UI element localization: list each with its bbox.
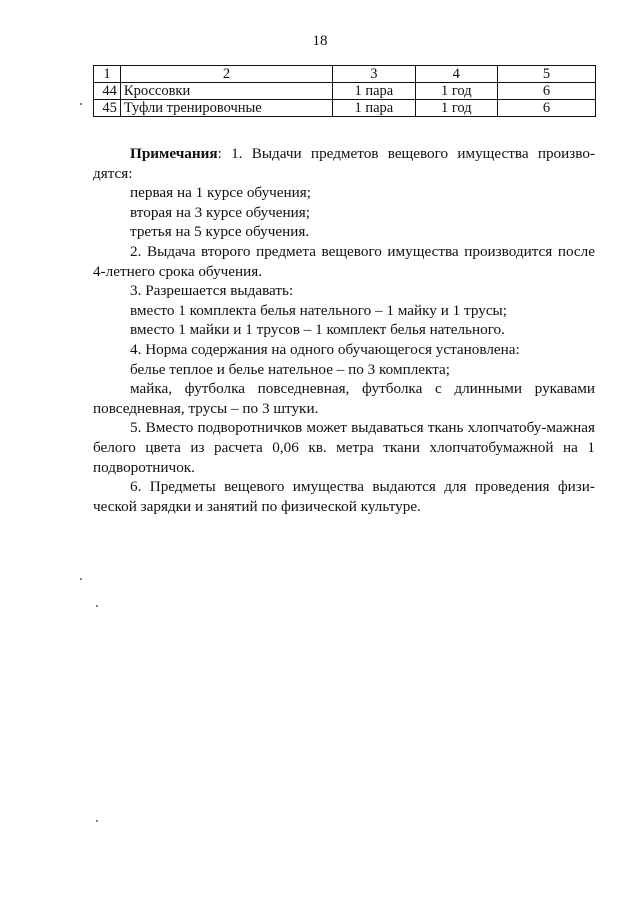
item-name: Кроссовки	[120, 83, 332, 100]
notes-title: Примечания	[130, 145, 218, 162]
row-number: 45	[94, 100, 121, 117]
header-cell-2: 2	[120, 66, 332, 83]
note-6: 6. Предметы вещевого имущества выдаются для проведения физи-ческой зарядки и занятий по физической культуре.	[93, 478, 595, 515]
header-cell-3: 3	[333, 66, 416, 83]
scan-speck	[96, 605, 98, 607]
note-1-text: : 1. Выдачи предметов вещевого имущества произво-дятся:	[93, 145, 595, 182]
table-header-row	[94, 66, 596, 83]
header-cell-1: 1	[94, 66, 121, 83]
note-1	[93, 144, 595, 183]
note-4-item: белье теплое и белье нательное – по 3 комплекта;	[130, 360, 450, 378]
item-quantity: 6	[498, 83, 596, 100]
row-number: 44	[94, 83, 121, 100]
note-5: 5. Вместо подворотничков может выдаваться ткань хлопчатобу-мажная белого цвета из расчета 0,06 кв. метра ткани хлопчатобумажной на 1 подворотничок.	[93, 419, 595, 476]
items-table	[93, 65, 596, 117]
header-cell-4: 4	[415, 66, 497, 83]
header-cell-5: 5	[498, 66, 596, 83]
note-4: 4. Норма содержания на одного обучающегося установлена:	[130, 340, 520, 358]
scan-speck	[80, 578, 82, 580]
note-3: 3. Разрешается выдавать:	[130, 282, 294, 300]
note-4-item: майка, футболка повседневная, футболка с длинными рукавами повседневная, трусы – по 3 штуки.	[93, 380, 595, 417]
item-name: Туфли тренировочные	[120, 100, 332, 117]
item-term: 1 год	[415, 100, 497, 117]
item-term: 1 год	[415, 83, 497, 100]
item-quantity: 6	[498, 100, 596, 117]
scan-speck	[80, 103, 82, 105]
item-unit: 1 пара	[333, 83, 416, 100]
note-1-item: первая на 1 курсе обучения;	[130, 184, 312, 202]
item-unit: 1 пара	[333, 100, 416, 117]
scan-speck	[96, 820, 98, 822]
table-row	[94, 100, 596, 117]
note-1-item: третья на 5 курсе обучения.	[130, 223, 310, 241]
table-row	[94, 83, 596, 100]
note-3-item: вместо 1 комплекта белья нательного – 1 майку и 1 трусы;	[130, 301, 507, 319]
note-3-item: вместо 1 майки и 1 трусов – 1 комплект белья нательного.	[130, 321, 505, 339]
page-number: 18	[312, 33, 328, 49]
note-2: 2. Выдача второго предмета вещевого имущества производится после 4-летнего срока обучения.	[93, 242, 595, 280]
note-1-item: вторая на 3 курсе обучения;	[130, 203, 310, 221]
notes-section	[93, 144, 595, 516]
